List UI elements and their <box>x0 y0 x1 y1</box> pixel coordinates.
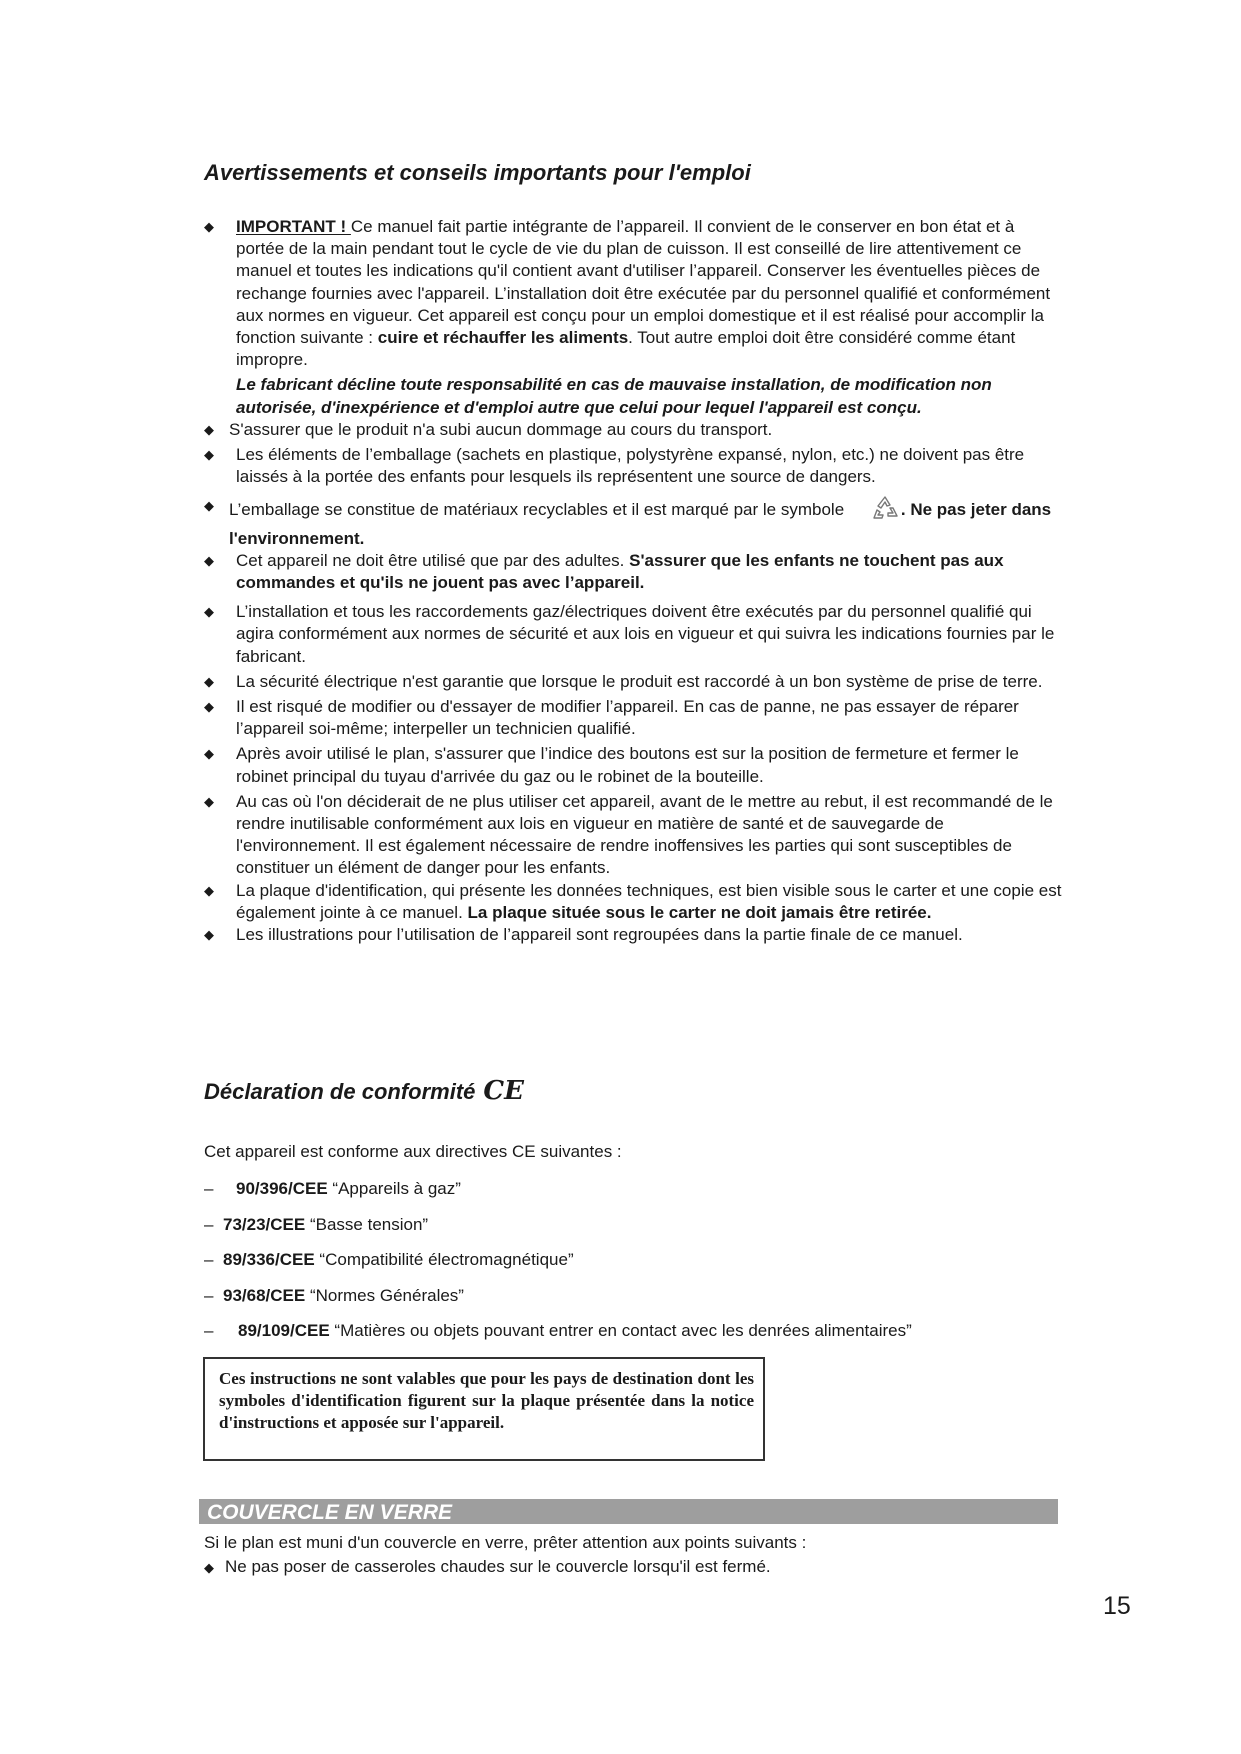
warning-text: L’installation et tous les raccordements gaz/électriques doivent être exécutés par du personnel qualifié qui agira conformément aux normes de sécurité et aux lois en vigueur et qui suivra les indications fournies par le fabricant. <box>236 602 1055 666</box>
couvercle-warning-item <box>204 1557 771 1577</box>
dash-bullet: – <box>204 1179 214 1198</box>
diamond-bullet-icon: ◆ <box>204 793 214 809</box>
warning-text: Les illustrations pour l’utilisation de l’appareil sont regroupées dans la partie finale de ce manuel. <box>236 925 963 945</box>
declaration-title-text: Déclaration de conformité <box>204 1079 476 1104</box>
couvercle-heading-banner <box>199 1499 1058 1524</box>
dash-bullet: – <box>204 1214 214 1234</box>
warning-text: Les éléments de l’emballage (sachets en plastique, polystyrène expansé, nylon, etc.) ne doivent pas être laissés à la portée des enfants pour lesquels ils représentent une source de dangers. <box>236 445 1025 487</box>
diamond-bullet-icon: ◆ <box>204 699 214 715</box>
warning-item-recycling <box>204 495 1064 549</box>
diamond-bullet-icon: ◆ <box>204 447 214 463</box>
warning-item-packaging <box>204 444 1064 488</box>
warning-item-illustrations <box>204 924 1064 946</box>
diamond-bullet-icon: ◆ <box>204 498 214 514</box>
ce-mark-icon: CE <box>483 1076 524 1106</box>
important-text: Ce manuel fait partie intégrante de l’appareil. Il convient de le conserver en bon état et à portée de la main pendant tout le cycle de vie du plan de cuisson. Il est conseillé de lire attentivement ce manuel et toutes les indications qu'il contient avant d'utiliser l’appareil. Conserver les éventuelles pièces de rechange fournies avec l'appareil. L’installation doit être exécutée par du personnel qualifié et conformément aux normes en vigueur. Cet appareil est conçu pour un emploi domestique et il est réalisé pour accomplir la fonction suivante : <box>236 217 1051 348</box>
diamond-bullet-icon: ◆ <box>204 746 214 762</box>
directive-code: 73/23/CEE <box>223 1214 306 1234</box>
directive-code: 90/396/CEE <box>236 1179 328 1198</box>
liability-disclaimer: Le fabricant décline toute responsabilité en cas de mauvaise installation, de modification non autorisée, d'inexpérience et d'emploi autre que celui pour lequel l'appareil est conçu. <box>236 375 992 417</box>
directive-desc: “Normes Générales” <box>309 1285 464 1305</box>
warning-text: Après avoir utilisé le plan, s'assurer que l’indice des boutons est sur la position de fermeture et fermer le robinet principal du tuyau d'arrivée du gaz ou le robinet de la bouteille. <box>236 744 1019 786</box>
diamond-bullet-icon: ◆ <box>204 927 214 943</box>
warning-emphasis: S'assurer que les enfants ne touchent pas aux commandes et qu'ils ne jouent pas avec l’appareil. <box>236 550 1004 593</box>
declaration-intro: Cet appareil est conforme aux directives CE suivantes : <box>204 1142 622 1161</box>
directive-desc: “Matières ou objets pouvant entrer en contact avec les denrées alimentaires” <box>334 1321 912 1340</box>
dash-bullet: – <box>204 1250 214 1269</box>
diamond-bullet-icon: ◆ <box>204 552 214 568</box>
declaration-title <box>204 1076 524 1106</box>
appliance-function: cuire et réchauffer les aliments <box>377 328 629 348</box>
couvercle-warning-text: Ne pas poser de casseroles chaudes sur le couvercle lorsqu'il est fermé. <box>225 1557 771 1576</box>
recycle-icon <box>871 495 899 527</box>
warning-text: L’emballage se constitue de matériaux recyclables et il est marqué par le symbole <box>229 500 845 520</box>
destination-notice-box: Ces instructions ne sont valables que pour les pays de destination dont les symboles d'identification figurent sur la plaque présentée dans la notice d'instructions et apposée sur l'appareil. <box>203 1357 765 1461</box>
directive-code: 89/109/CEE <box>238 1321 330 1340</box>
warning-text: La plaque d'identification, qui présente les données techniques, est bien visible sous le carter et une copie est également jointe à ce manuel. <box>236 880 1062 922</box>
warning-item-electrical <box>204 671 1064 693</box>
dash-bullet: – <box>204 1321 214 1340</box>
warning-text: Au cas où l'on déciderait de ne plus utiliser cet appareil, avant de le mettre au rebut, il est recommandé de le rendre inutilisable conformément aux lois en vigueur en matière de santé et de sauvegarde de l'environnement. Il est également nécessaire de rendre inoffensives les parties qui sont susceptibles de constituer un élément de danger pour les enfants. <box>236 791 1053 878</box>
dash-bullet: – <box>204 1285 214 1305</box>
couvercle-heading: COUVERCLE EN VERRE <box>207 1501 453 1524</box>
warnings-list <box>204 216 1064 946</box>
diamond-bullet-icon: ◆ <box>204 604 214 620</box>
warning-item-installation <box>204 601 1064 668</box>
diamond-bullet-icon: ◆ <box>204 882 214 898</box>
warning-item-disposal <box>204 791 1064 880</box>
important-tail: . Tout autre emploi doit être considéré comme étant impropre. <box>236 328 1016 370</box>
warning-item-important <box>204 216 1064 419</box>
warning-emphasis: . Ne pas jeter dans l'environnement. <box>229 500 1052 548</box>
warning-item-adults <box>204 550 1064 594</box>
warning-text: La sécurité électrique n'est garantie que lorsque le produit est raccordé à un bon système de prise de terre. <box>236 671 1043 691</box>
warning-item-transport <box>204 419 1064 441</box>
diamond-bullet-icon: ◆ <box>204 1560 214 1575</box>
page-number: 15 <box>1103 1592 1131 1620</box>
couvercle-intro: Si le plan est muni d'un couvercle en verre, prêter attention aux points suivants : <box>204 1533 807 1552</box>
diamond-bullet-icon: ◆ <box>204 219 214 234</box>
warning-item-modification <box>204 696 1064 740</box>
warning-item-after-use <box>204 743 1064 787</box>
diamond-bullet-icon: ◆ <box>204 421 214 437</box>
diamond-bullet-icon: ◆ <box>204 673 214 689</box>
directive-desc: “Compatibilité électromagnétique” <box>319 1250 574 1269</box>
warning-emphasis: La plaque située sous le carter ne doit jamais être retirée. <box>467 902 932 922</box>
warning-text: S'assurer que le produit n'a subi aucun dommage au cours du transport. <box>229 419 773 439</box>
section-title: Avertissements et conseils importants pour l'emploi <box>204 160 751 185</box>
directive-desc: “Appareils à gaz” <box>332 1179 461 1198</box>
important-label: IMPORTANT ! <box>236 217 351 236</box>
warning-text: Il est risqué de modifier ou d'essayer de modifier l’appareil. En cas de panne, ne pas essayer de réparer l’appareil soi-même; interpeller un technicien qualifié. <box>236 697 1019 739</box>
warning-item-rating-plate <box>204 880 1064 924</box>
directive-code: 93/68/CEE <box>223 1285 306 1305</box>
directive-desc: “Basse tension” <box>309 1214 429 1234</box>
warning-text: Cet appareil ne doit être utilisé que par des adultes. <box>236 550 630 570</box>
directive-code: 89/336/CEE <box>223 1250 315 1269</box>
